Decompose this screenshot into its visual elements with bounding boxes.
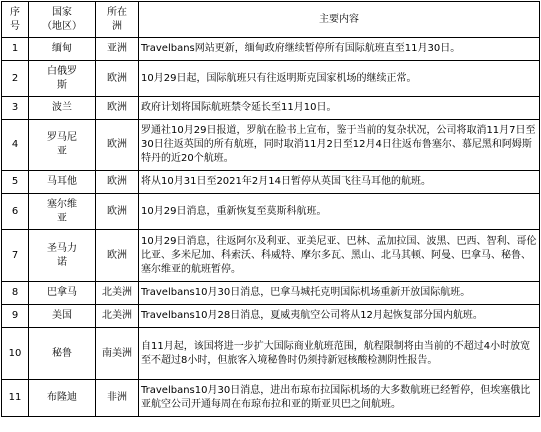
header-index-line2: 号 — [10, 20, 20, 32]
table-row — [2, 328, 540, 380]
row-content: 10月29日消息，往返阿尔及利亚、亚美尼亚、巴林、孟加拉国、波黑、巴西、智利、哥伦比亚、多米尼加、科索沃、科威特、摩尔多瓦、黑山、北马其顿、阿曼、巴拿马、秘鲁、塞尔维亚的航班暂停。 — [139, 230, 540, 282]
row-index: 7 — [2, 230, 29, 282]
row-country: 塞尔维 亚 — [29, 194, 96, 230]
row-continent: 北美洲 — [96, 305, 139, 328]
header-content: 主要内容 — [139, 2, 540, 38]
row-content: 罗通社10月29日报道，罗航在脸书上宣布，鉴于当前的复杂状况，公司将取消11月7日至30日往返英国的所有航班，同时取消11月2日至12月4日往返布鲁塞尔、慕尼黑和阿姆斯特丹的近20个航班。 — [139, 120, 540, 171]
row-country: 布隆迪 — [29, 380, 96, 417]
table-header-row — [2, 2, 540, 38]
row-country: 罗马尼 亚 — [29, 120, 96, 171]
row-content: 10月29日起，国际航班只有往返明斯克国家机场的继续正常。 — [139, 61, 540, 97]
row-country: 圣马力 诺 — [29, 230, 96, 282]
header-country-line2: （地区） — [42, 20, 82, 32]
row-country: 波兰 — [29, 97, 96, 120]
table-row — [2, 194, 540, 230]
row-content: Travelbans10月30日消息，进出布琼布拉国际机场的大多数航班已经暂停，但埃塞俄比亚航空公司开通每周在布琼布拉和亚的斯亚贝巴之间航班。 — [139, 380, 540, 417]
header-continent-line2: 洲 — [112, 20, 122, 32]
table-row — [2, 305, 540, 328]
row-country: 美国 — [29, 305, 96, 328]
row-index: 11 — [2, 380, 29, 417]
row-content: 将从10月31日至2021年2月14日暂停从英国飞往马耳他的航班。 — [139, 171, 540, 194]
header-country-line1: 国家 — [52, 6, 72, 18]
table-row — [2, 171, 540, 194]
header-index-line1: 序 — [10, 6, 20, 18]
row-index: 8 — [2, 282, 29, 305]
row-content: Travelbans网站更新，缅甸政府继续暂停所有国际航班直至11月30日。 — [139, 38, 540, 61]
row-index: 3 — [2, 97, 29, 120]
row-content: 自11月起，该国将进一步扩大国际商业航班范围，航程限制将由当前的不超过4小时放宽至不超过8小时，但旅客入境秘鲁时仍须持新冠核酸检测阴性报告。 — [139, 328, 540, 380]
table-row — [2, 38, 540, 61]
row-index: 5 — [2, 171, 29, 194]
row-continent: 欧洲 — [96, 120, 139, 171]
header-continent — [96, 2, 139, 38]
row-content: 10月29日消息，重新恢复至莫斯科航班。 — [139, 194, 540, 230]
table-row — [2, 282, 540, 305]
row-continent: 欧洲 — [96, 61, 139, 97]
flight-policy-table — [1, 1, 540, 417]
row-index: 2 — [2, 61, 29, 97]
row-index: 10 — [2, 328, 29, 380]
row-continent: 欧洲 — [96, 194, 139, 230]
row-country: 巴拿马 — [29, 282, 96, 305]
row-continent: 欧洲 — [96, 171, 139, 194]
row-continent: 非洲 — [96, 380, 139, 417]
table-body — [2, 38, 540, 417]
row-content: Travelbans10月28日消息，夏威夷航空公司将从12月起恢复部分国内航班。 — [139, 305, 540, 328]
row-continent: 北美洲 — [96, 282, 139, 305]
row-index: 4 — [2, 120, 29, 171]
table-row — [2, 120, 540, 171]
row-index: 6 — [2, 194, 29, 230]
table-row — [2, 380, 540, 417]
table-row — [2, 61, 540, 97]
row-continent: 欧洲 — [96, 230, 139, 282]
row-country: 缅甸 — [29, 38, 96, 61]
row-continent: 欧洲 — [96, 97, 139, 120]
header-index — [2, 2, 29, 38]
header-country — [29, 2, 96, 38]
header-continent-line1: 所在 — [107, 6, 127, 18]
row-country: 马耳他 — [29, 171, 96, 194]
table-row — [2, 230, 540, 282]
table-row — [2, 97, 540, 120]
row-index: 1 — [2, 38, 29, 61]
row-content: 政府计划将国际航班禁令延长至11月10日。 — [139, 97, 540, 120]
row-index: 9 — [2, 305, 29, 328]
row-continent: 亚洲 — [96, 38, 139, 61]
row-content: Travelbans10月30日消息，巴拿马城托克明国际机场重新开放国际航班。 — [139, 282, 540, 305]
row-country: 秘鲁 — [29, 328, 96, 380]
row-country: 白俄罗 斯 — [29, 61, 96, 97]
row-continent: 南美洲 — [96, 328, 139, 380]
